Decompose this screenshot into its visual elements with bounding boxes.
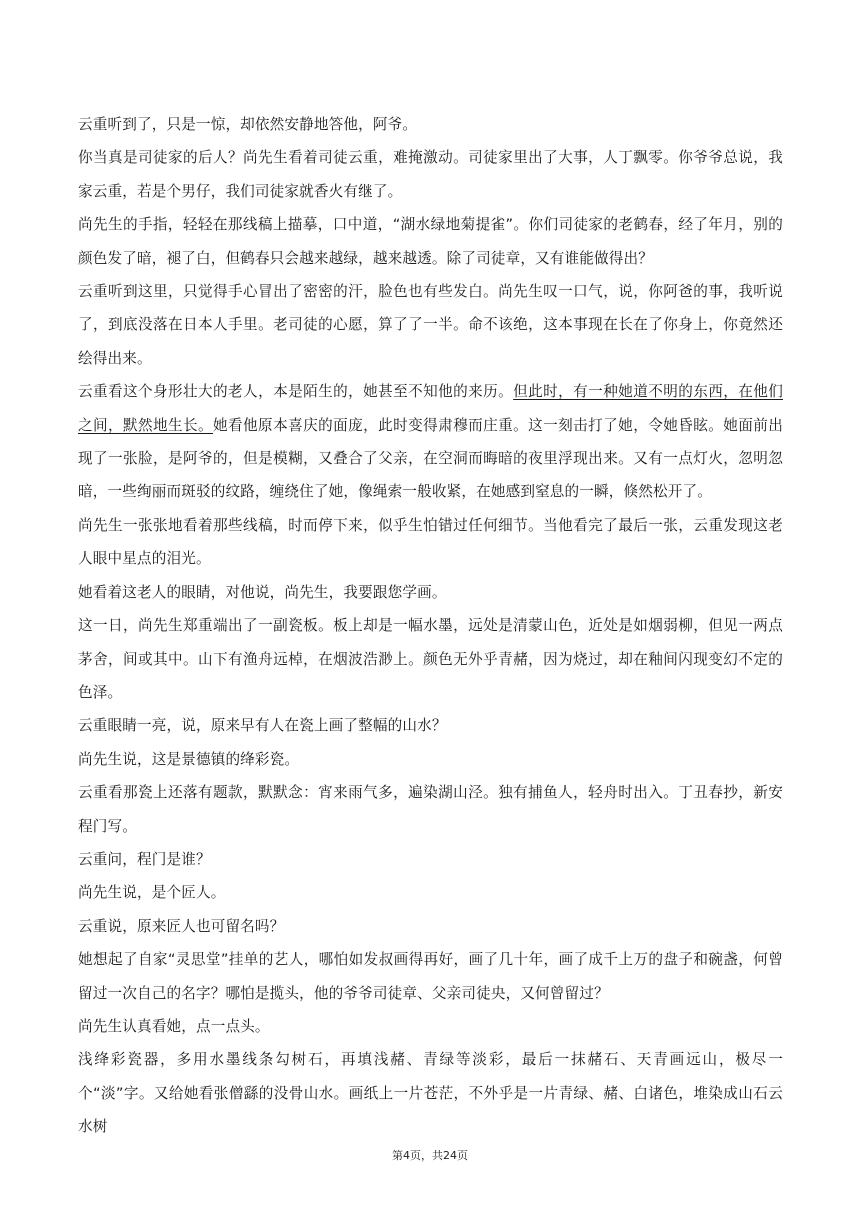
paragraph-14: 云重说，原来匠人也可留名吗？ bbox=[78, 917, 285, 935]
paragraph-15: 她想起了自家“灵思堂”挂单的艺人，哪怕如发叔画得再好，画了几十年，画了成千上万的盘子和碗盏，何曾留过一次自己的名字？哪怕是揽头，他的爷爷司徒章、父亲司徒央，又何曾留过？ bbox=[78, 951, 783, 1002]
paragraph-3: 尚先生的手指，轻轻在那线稿上描摹，口中道，“湖水绿地菊提雀”。你们司徒家的老鹤春，经了年月，别的颜色发了暗，褪了白，但鹤春只会越来越绿，越来越透。除了司徒章，又有谁能做得出？ bbox=[78, 216, 783, 267]
paragraph-5 bbox=[78, 375, 783, 509]
paragraph-10: 尚先生说，这是景德镇的绛彩瓷。 bbox=[78, 750, 300, 768]
page-footer: 第4页，共24页 bbox=[392, 1149, 468, 1162]
paragraph-7: 她看着这老人的眼睛，对他说，尚先生，我要跟您学画。 bbox=[78, 583, 447, 601]
paragraph-11: 云重看那瓷上还落有题款，默默念：宵来雨气多，遍染湖山泾。独有捕鱼人，轻舟时出入。丁丑春抄，新安程门写。 bbox=[78, 784, 783, 835]
underlined-sentence: 但此时，有一种她道不明的东西，在他们之间，默然地生长。 bbox=[78, 383, 783, 434]
paragraph-5-after: 她看他原本喜庆的面庞，此时变得肃穆而庄重。这一刻击打了她，令她昏眩。她面前出现了一张脸，是阿爷的，但是模糊，又叠合了父亲，在空洞而晦暗的夜里浮现出来。又有一点灯火，忽明忽暗，一些绚丽而斑驳的纹路，缠绕住了她，像绳索一般收紧，在她感到窒息的一瞬，倏然松开了。 bbox=[78, 416, 783, 501]
paragraph-13: 尚先生说，是个匠人。 bbox=[78, 884, 226, 902]
paragraph-16: 尚先生认真看她，点一点头。 bbox=[78, 1017, 270, 1035]
paragraph-9: 云重眼睛一亮，说，原来早有人在瓷上画了整幅的山水？ bbox=[78, 717, 447, 735]
paragraph-8: 这一日，尚先生郑重端出了一副瓷板。板上却是一幅水墨，远处是清蒙山色，近处是如烟弱柳，但见一两点茅舍，间或其中。山下有渔舟远棹，在烟波浩渺上。颜色无外乎青赭，因为烧过，却在釉间闪现变幻不定的色泽。 bbox=[78, 617, 783, 701]
paragraph-5-before: 云重看这个身形壮大的老人，本是陌生的，她甚至不知他的来历。 bbox=[78, 383, 514, 401]
paragraph-12: 云重问，程门是谁？ bbox=[78, 850, 211, 868]
paragraph-1: 云重听到了，只是一惊，却依然安静地答他，阿爷。 bbox=[78, 116, 418, 133]
paragraph-4: 云重听到这里，只觉得手心冒出了密密的汗，脸色也有些发白。尚先生叹一口气，说，你阿爸的事，我听说了，到底没落在日本人手里。老司徒的心愿，算了了一半。命不该绝，这本事现在长在了你身上，你竟然还绘得出来。 bbox=[78, 283, 783, 367]
paragraph-17: 浅绛彩瓷器，多用水墨线条勾树石，再填浅赭、青绿等淡彩，最后一抹赭石、天青画远山，极尽一个“淡”字。又给她看张僧繇的没骨山水。画纸上一片苍茫，不外乎是一片青绿、赭、白诸色，堆染成山石云水树 bbox=[78, 1051, 783, 1136]
paragraph-2: 你当真是司徒家的后人？尚先生看着司徒云重，难掩激动。司徒家里出了大事，人丁飘零。你爷爷总说，我家云重，若是个男仔，我们司徒家就香火有继了。 bbox=[78, 149, 783, 200]
paragraph-6: 尚先生一张张地看着那些线稿，时而停下来，似乎生怕错过任何细节。当他看完了最后一张，云重发现这老人眼中星点的泪光。 bbox=[78, 516, 783, 568]
document-body bbox=[78, 108, 783, 1144]
